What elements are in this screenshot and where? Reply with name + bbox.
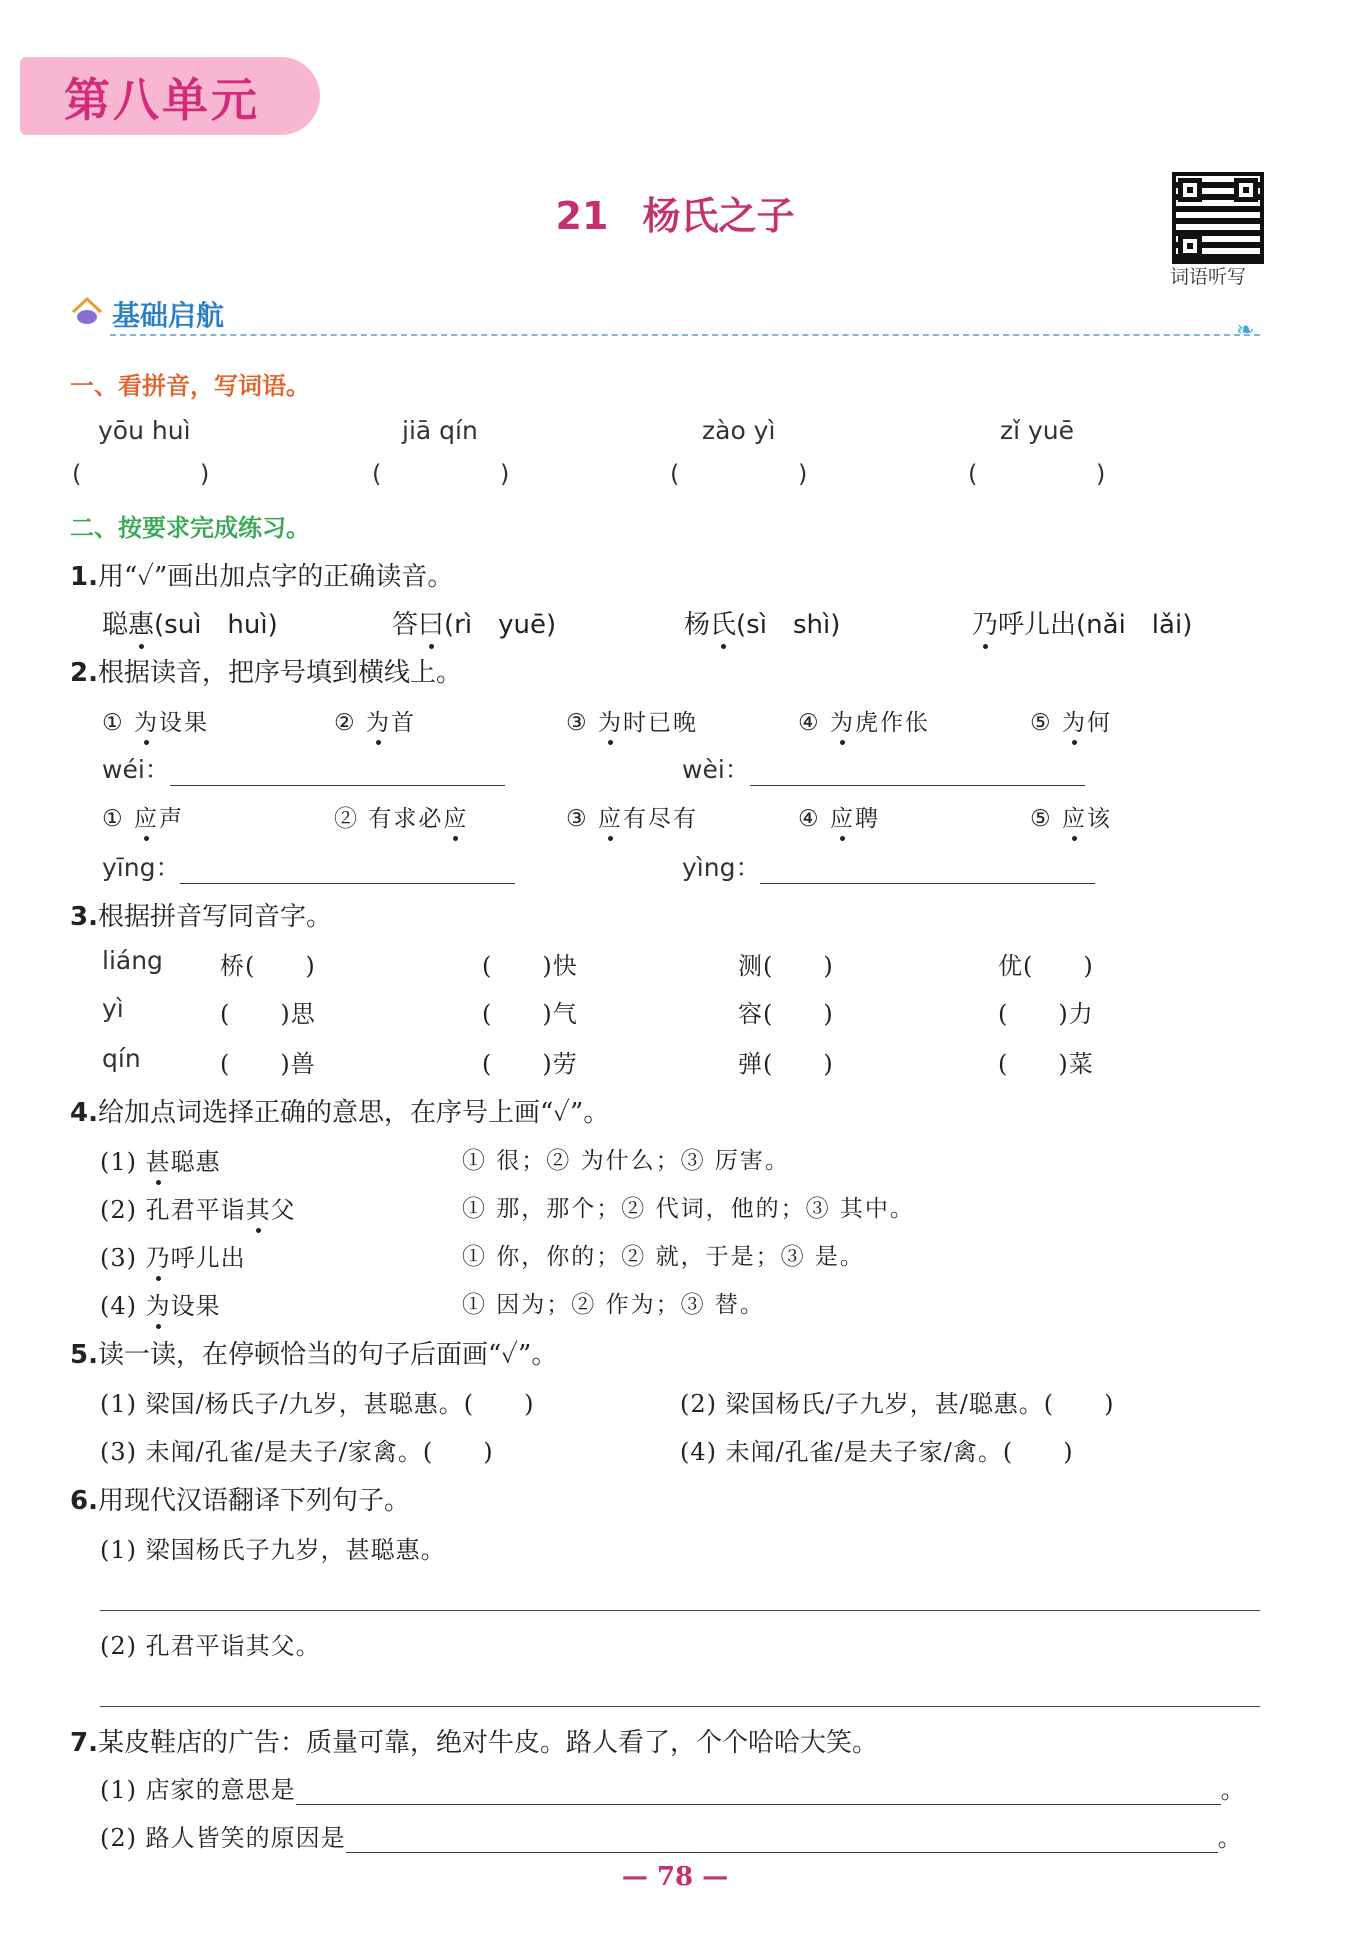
question-3: 3.根据拼音写同音字。	[70, 902, 332, 932]
answer-box-2-close: )	[500, 460, 510, 488]
question-5: 5.读一读，在停顿恰当的句子后面画“✓”。	[70, 1340, 558, 1370]
lesson-number: 21	[555, 194, 609, 238]
q6-item-1: (1) 梁国杨氏子九岁，甚聪惠。	[100, 1536, 446, 1564]
q4-meaning-4[interactable]: ① 因为；② 作为；③ 替。	[462, 1292, 765, 1318]
q3-cell[interactable]: ( )快	[482, 952, 578, 980]
pinyin-2: jiā qín	[402, 416, 478, 445]
answer-box-1-open: (	[72, 460, 82, 488]
q2-ying-2: ② 有求必应	[334, 800, 468, 833]
q2-ying-4: ④ 应聘	[798, 800, 880, 833]
q4-item-3: (3) 乃呼儿出	[100, 1238, 246, 1273]
answer-box-3[interactable]	[686, 458, 794, 488]
pinyin-3: zào yì	[702, 416, 776, 445]
question-2: 2.根据读音，把序号填到横线上。	[70, 658, 462, 688]
answer-box-1-close: )	[200, 460, 210, 488]
part1-title: 一、看拼音，写词语。	[70, 372, 310, 400]
section-divider	[110, 334, 1260, 336]
q3-cell[interactable]: 优( )	[998, 952, 1094, 980]
q5-item-2[interactable]: (2) 梁国杨氏/子九岁，甚/聪惠。( )	[680, 1390, 1115, 1418]
answer-box-1[interactable]	[88, 458, 196, 488]
q5-item-4[interactable]: (4) 未闻/孔雀/是夫子家/禽。( )	[680, 1438, 1074, 1466]
q2-ying-1: ① 应声	[102, 800, 184, 833]
q3-cell[interactable]: 弹( )	[738, 1050, 834, 1078]
q2-ying4-answer[interactable]: yìng：	[682, 848, 1095, 884]
answer-box-4[interactable]	[984, 458, 1092, 488]
leaf-icon: ❧	[1236, 318, 1255, 343]
q3-cell[interactable]: ( )力	[998, 1000, 1094, 1028]
q3-pinyin-qin: qín	[102, 1044, 141, 1073]
q3-pinyin-yi: yì	[102, 994, 124, 1023]
q4-item-4: (4) 为设果	[100, 1286, 221, 1321]
q2-wei-4: ④ 为虎作伥	[798, 704, 930, 737]
pinyin-1: yōu huì	[98, 416, 191, 445]
question-6: 6.用现代汉语翻译下列句子。	[70, 1486, 410, 1516]
q2-ying-5: ⑤ 应该	[1030, 800, 1112, 833]
q3-cell[interactable]: 桥( )	[220, 952, 316, 980]
q6-answer-line-1[interactable]	[100, 1610, 1260, 1611]
q4-meaning-2[interactable]: ① 那，那个；② 代词，他的；③ 其中。	[462, 1196, 915, 1222]
q2-wei-3: ③ 为时已晚	[566, 704, 698, 737]
q1-item-4[interactable]: 乃呼儿出(nǎi lǎi)	[972, 604, 1192, 641]
qr-label: 词语听写	[1170, 266, 1247, 288]
q6-answer-line-2[interactable]	[100, 1706, 1260, 1707]
q4-meaning-3[interactable]: ① 你，你的；② 就，于是；③ 是。	[462, 1244, 865, 1270]
section-header: 基础启航	[112, 299, 225, 332]
q4-meaning-1[interactable]: ① 很；② 为什么；③ 厉害。	[462, 1148, 790, 1174]
answer-box-3-open: (	[670, 460, 680, 488]
answer-box-2-open: (	[372, 460, 382, 488]
unit-title: 第八单元	[64, 73, 260, 127]
q5-item-3[interactable]: (3) 未闻/孔雀/是夫子/家禽。( )	[100, 1438, 494, 1466]
q3-cell[interactable]: 测( )	[738, 952, 834, 980]
answer-box-3-close: )	[798, 460, 808, 488]
q6-item-2: (2) 孔君平诣其父。	[100, 1632, 321, 1660]
q4-item-2: (2) 孔君平诣其父	[100, 1190, 296, 1225]
q2-wei-5: ⑤ 为何	[1030, 704, 1112, 737]
qr-code-icon[interactable]	[1172, 172, 1264, 264]
q1-item-2[interactable]: 答曰(rì yuē)	[392, 604, 556, 641]
part2-title: 二、按要求完成练习。	[70, 514, 310, 542]
q7-item-1[interactable]: (1) 店家的意思是 。	[100, 1776, 1246, 1804]
q2-wei2-answer[interactable]: wéi：	[102, 750, 505, 786]
lesson-name: 杨氏之子	[642, 194, 795, 238]
question-7: 7.某皮鞋店的广告：质量可靠，绝对牛皮。路人看了，个个哈哈大笑。	[70, 1728, 878, 1758]
q3-cell[interactable]: ( )思	[220, 1000, 316, 1028]
q3-cell[interactable]: 容( )	[738, 1000, 834, 1028]
q5-item-1[interactable]: (1) 梁国/杨氏子/九岁，甚聪惠。( )	[100, 1390, 535, 1418]
question-4: 4.给加点词选择正确的意思，在序号上画“✓”。	[70, 1098, 610, 1128]
q1-item-1[interactable]: 聪惠(suì huì)	[102, 604, 278, 641]
q1-item-3[interactable]: 杨氏(sì shì)	[684, 604, 840, 641]
house-icon	[70, 296, 104, 326]
q3-cell[interactable]: ( )气	[482, 1000, 578, 1028]
question-1: 1.用“✓”画出加点字的正确读音。	[70, 562, 454, 592]
pinyin-4: zǐ yuē	[1000, 416, 1075, 445]
q2-ying-3: ③ 应有尽有	[566, 800, 698, 833]
answer-box-4-close: )	[1096, 460, 1106, 488]
answer-box-2[interactable]	[388, 458, 496, 488]
q4-item-1: (1) 甚聪惠	[100, 1142, 221, 1177]
page-number: — 78 —	[621, 1862, 729, 1892]
q3-pinyin-liang: liáng	[102, 946, 163, 975]
answer-box-4-open: (	[968, 460, 978, 488]
q7-item-2[interactable]: (2) 路人皆笑的原因是 。	[100, 1824, 1243, 1852]
lesson-title	[0, 185, 1350, 240]
q2-ying1-answer[interactable]: yīng：	[102, 848, 515, 884]
q3-cell[interactable]: ( )兽	[220, 1050, 316, 1078]
q2-wei4-answer[interactable]: wèi：	[682, 750, 1085, 786]
q2-wei-1: ① 为设果	[102, 704, 209, 737]
q3-cell[interactable]: ( )劳	[482, 1050, 578, 1078]
q3-cell[interactable]: ( )菜	[998, 1050, 1094, 1078]
q2-wei-2: ② 为首	[334, 704, 416, 737]
